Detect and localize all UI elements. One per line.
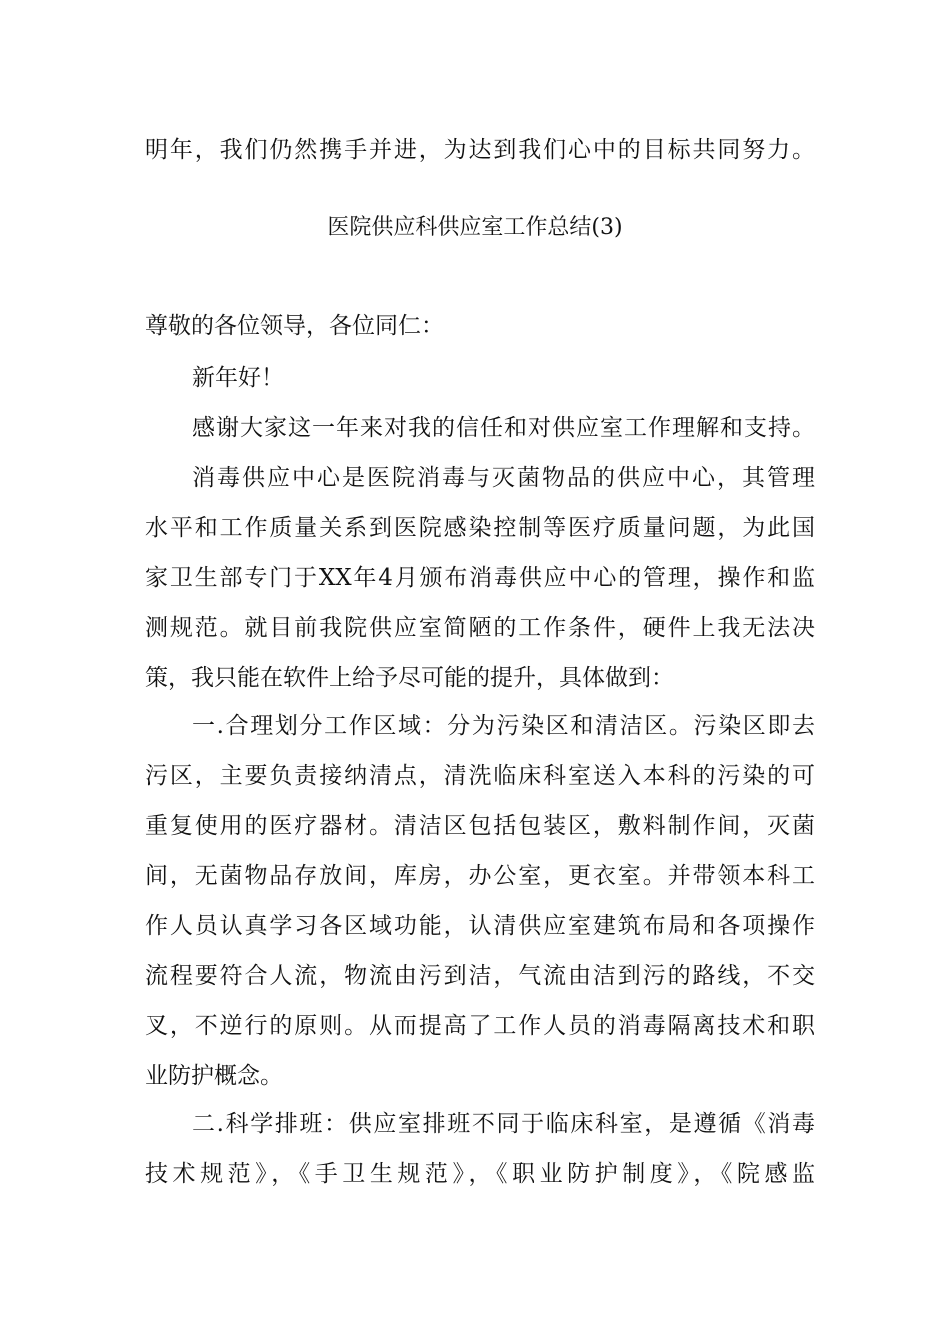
paragraph-line: 一.合理划分工作区域：分为污染区和清洁区。污染区即去 [192, 713, 815, 739]
paragraph-line: 间，无菌物品存放间，库房，办公室，更衣室。并带领本科工 [145, 863, 815, 889]
text-line: 感谢大家这一年来对我的信任和对供应室工作理解和支持。 [192, 415, 815, 441]
paragraph-line: 流程要符合人流，物流由污到洁，气流由洁到污的路线，不交 [145, 963, 815, 989]
paragraph-line: 消毒供应中心是医院消毒与灭菌物品的供应中心，其管理 [192, 465, 815, 491]
paragraph-line: 技术规范》，《手卫生规范》，《职业防护制度》，《院感监 [145, 1161, 815, 1187]
section-title: 医院供应科供应室工作总结(3) [327, 215, 623, 240]
paragraph-line: 家卫生部专门于XX年4月颁布消毒供应中心的管理，操作和监 [145, 565, 815, 591]
paragraph-line: 策，我只能在软件上给予尽可能的提升，具体做到： [145, 665, 674, 691]
paragraph-line: 作人员认真学习各区域功能，认清供应室建筑布局和各项操作 [145, 913, 815, 939]
paragraph-line: 叉，不逆行的原则。从而提高了工作人员的消毒隔离技术和职 [145, 1013, 815, 1039]
paragraph-line: 测规范。就目前我院供应室简陋的工作条件，硬件上我无法决 [145, 615, 815, 641]
salutation: 尊敬的各位领导，各位同仁： [145, 313, 444, 339]
paragraph-line: 重复使用的医疗器材。清洁区包括包装区，敷料制作间，灭菌 [145, 813, 815, 839]
paragraph-line: 水平和工作质量关系到医院感染控制等医疗质量问题，为此国 [145, 515, 815, 541]
greeting: 新年好！ [192, 365, 284, 391]
paragraph-line: 二.科学排班：供应室排班不同于临床科室，是遵循《消毒 [192, 1111, 815, 1137]
paragraph-line: 业防护概念。 [145, 1063, 283, 1089]
paragraph-line: 污区，主要负责接纳清点，清洗临床科室送入本科的污染的可 [145, 763, 815, 789]
text-line: 明年，我们仍然携手并进，为达到我们心中的目标共同努力。 [145, 137, 815, 163]
